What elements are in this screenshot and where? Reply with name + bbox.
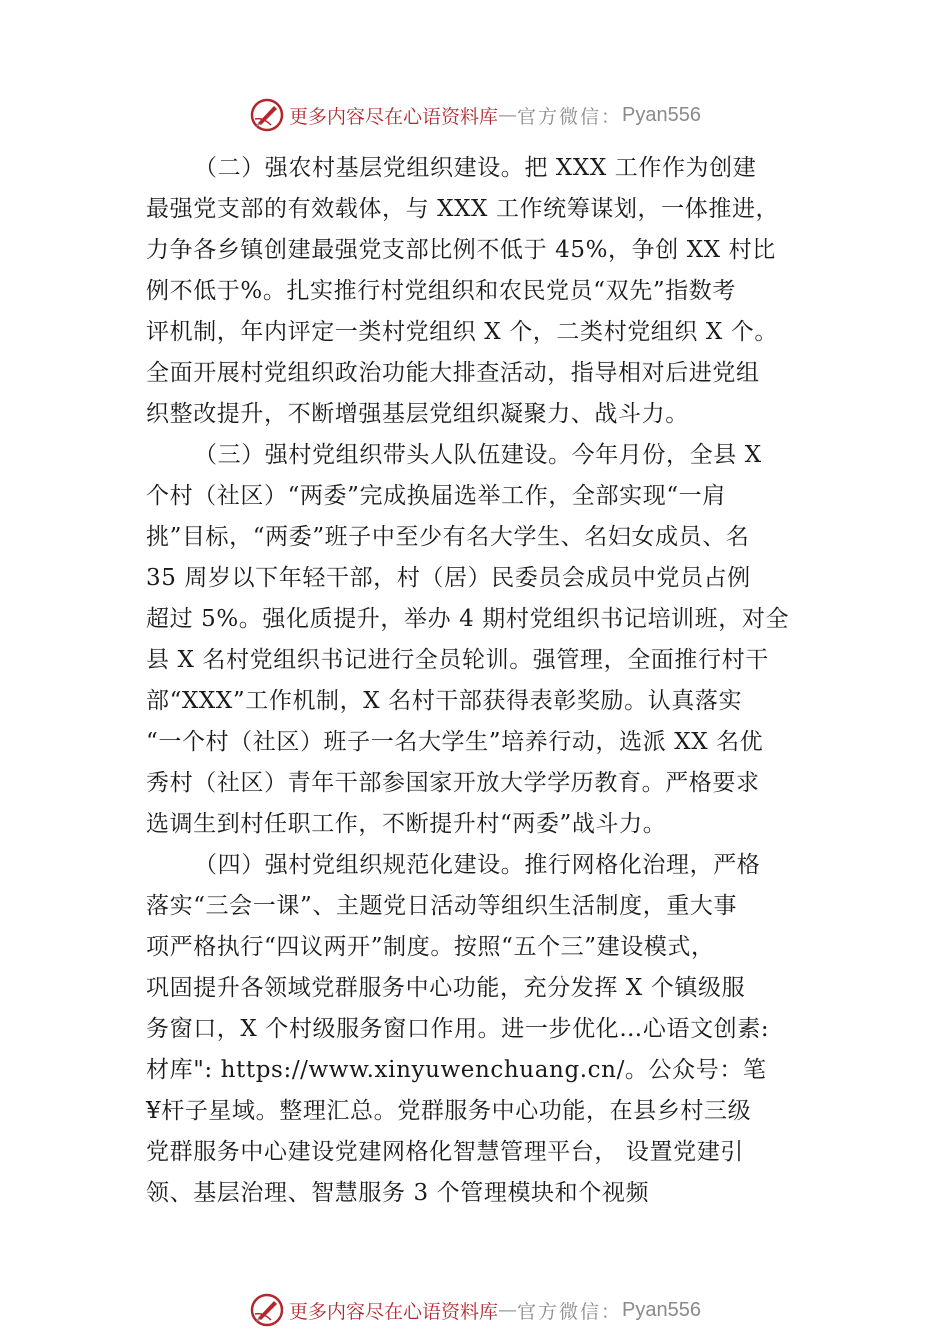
paragraph-3-line-7: 部“XXX”工作机制，X 名村干部获得表彰奖励。认真落实 [146, 688, 743, 714]
paragraph-4-line-9: 领、基层治理、智慧服务 3 个管理模块和个视频 [146, 1180, 650, 1206]
banner-dash: — [498, 104, 518, 126]
paragraph-3-line-8: “一个村（社区）班子一名大学生”培养行动，选派 XX 名优 [146, 729, 764, 755]
banner-wechat-label: 官方微信： [517, 1300, 623, 1323]
paragraph-4-line-6: 材库": https://www.xinyuwenchuang.cn/。公众号：笔 [146, 1057, 767, 1083]
paragraph-4-line-2: 落实“三会一课”、主题党日活动等组织生活制度，重大事 [146, 893, 738, 919]
banner-wechat-label: 官方微信： [517, 105, 623, 128]
paragraph-4-line-7: ¥杆子星域。整理汇总。党群服务中心功能，在县乡村三级 [146, 1098, 752, 1124]
paragraph-3-line-2: 个村（社区）“两委”完成换届选举工作，全部实现“一肩 [146, 483, 726, 509]
paragraph-2-line-7: 织整改提升，不断增强基层党组织凝聚力、战斗力。 [146, 401, 689, 427]
pen-logo-icon [249, 97, 285, 133]
paragraph-3-line-10: 选调生到村任职工作，不断提升村“两委”战斗力。 [146, 811, 667, 837]
banner-site-name: 更多内容尽在心语资料库 [289, 105, 499, 128]
paragraph-4-line-1: （四）强村党组织规范化建设。推行网格化治理，严格 [194, 852, 761, 878]
paragraph-3-line-1: （三）强村党组织带头人队伍建设。今年月份，全县 X [194, 442, 762, 468]
footer-banner [0, 1290, 950, 1330]
banner-site-name: 更多内容尽在心语资料库 [289, 1300, 499, 1323]
banner-wechat-id: Pyan556 [622, 1298, 701, 1321]
paragraph-2-line-1: （二）强农村基层党组织建设。把 XXX 工作作为创建 [194, 155, 757, 181]
paragraph-3-line-9: 秀村（社区）青年干部参国家开放大学学历教育。严格要求 [146, 770, 760, 796]
header-banner [0, 95, 950, 135]
paragraph-2-line-2: 最强党支部的有效载体，与 XXX 工作统筹谋划，一体推进， [146, 196, 780, 222]
paragraph-3-line-6: 县 X 名村党组织书记进行全员轮训。强管理，全面推行村干 [146, 647, 769, 673]
paragraph-3-line-4: 35 周岁以下年轻干部，村（居）民委员会成员中党员占例 [146, 565, 751, 591]
paragraph-3-line-3: 挑”目标，“两委”班子中至少有名大学生、名妇女成员、名 [146, 524, 750, 550]
paragraph-4-line-4: 巩固提升各领域党群服务中心功能，充分发挥 X 个镇级服 [146, 975, 746, 1001]
paragraph-4-line-5: 务窗口，X 个村级服务窗口作用。进一步优化…心语文创素: [146, 1016, 770, 1042]
paragraph-4-line-8: 党群服务中心建设党建网格化智慧管理平台， 设置党建引 [146, 1139, 744, 1165]
paragraph-2-line-3: 力争各乡镇创建最强党支部比例不低于 45%，争创 XX 村比 [146, 237, 776, 263]
paragraph-2-line-4: 例不低于%。扎实推行村党组织和农民党员“双先”指数考 [146, 278, 736, 304]
paragraph-2-line-5: 评机制，年内评定一类村党组织 X 个，二类村党组织 X 个。 [146, 319, 778, 345]
pen-logo-icon [249, 1292, 285, 1328]
paragraph-3-line-5: 超过 5%。强化质提升，举办 4 期村党组织书记培训班，对全 [146, 606, 790, 632]
banner-dash: — [498, 1299, 518, 1321]
banner-wechat-id: Pyan556 [622, 103, 701, 126]
paragraph-4-line-3: 项严格执行“四议两开”制度。按照“五个三”建设模式， [146, 934, 715, 960]
paragraph-2-line-6: 全面开展村党组织政治功能大排查活动，指导相对后进党组 [146, 360, 760, 386]
